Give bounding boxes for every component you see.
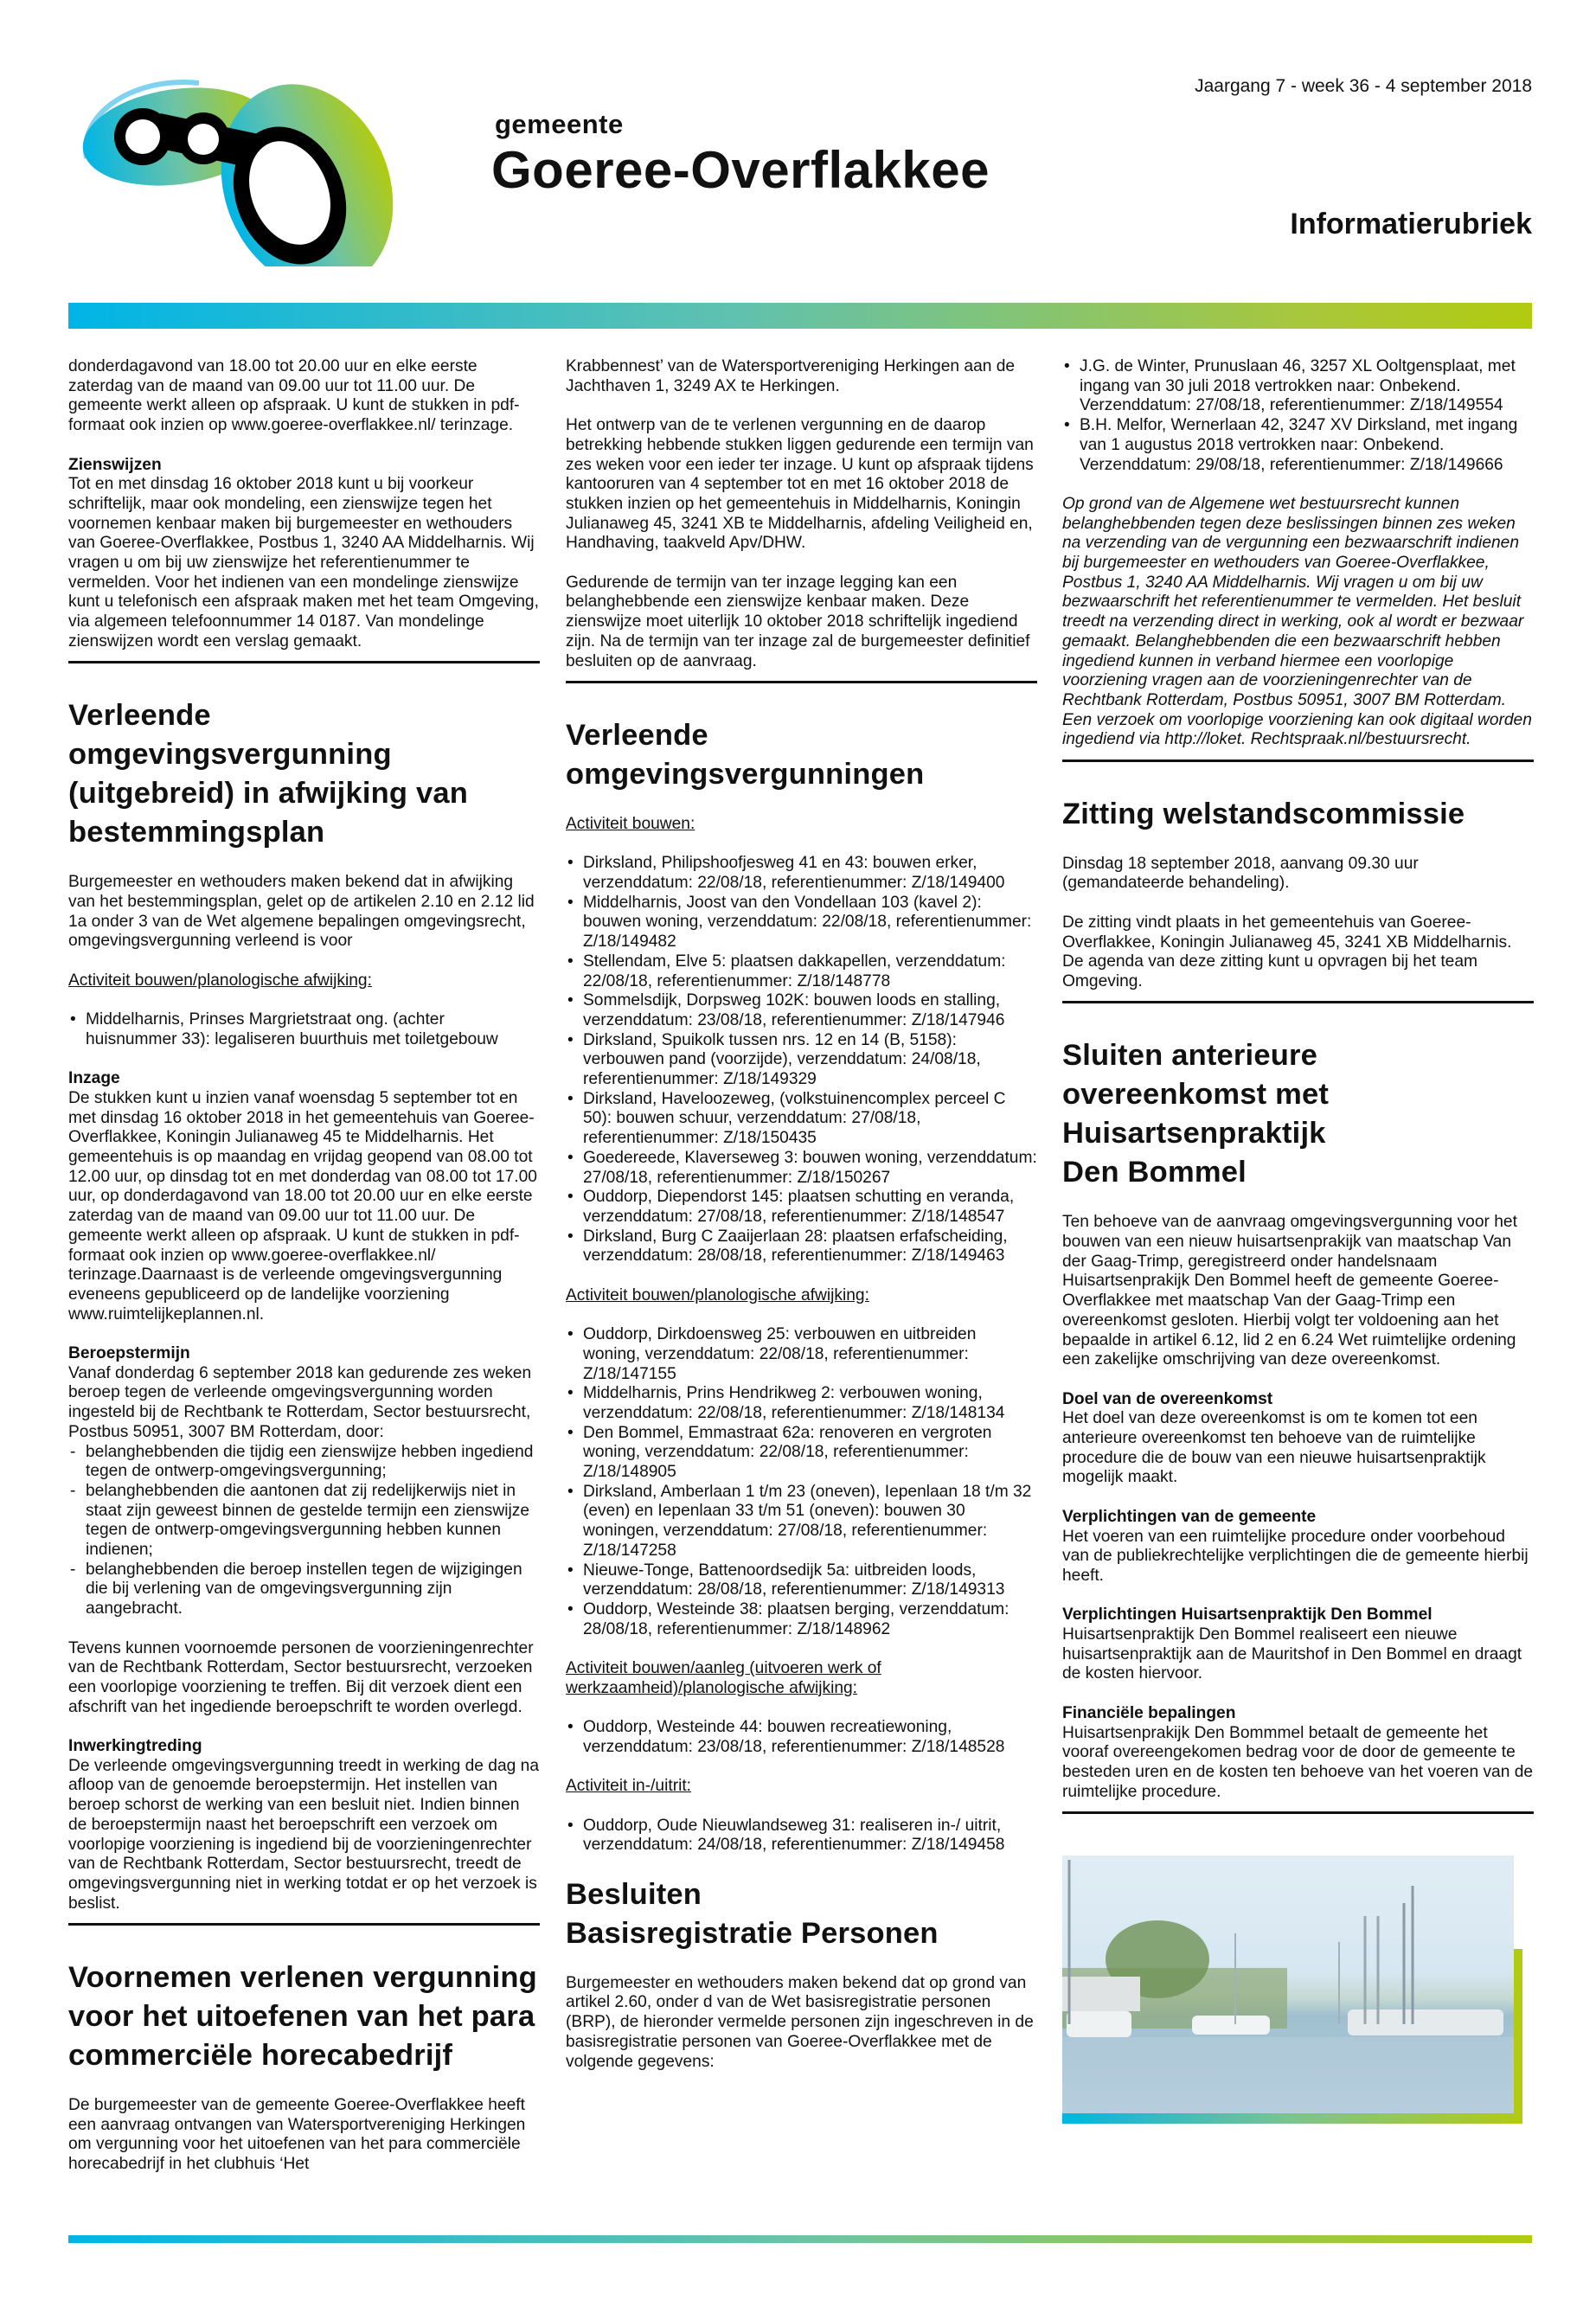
bullet-list — [566, 854, 1037, 1266]
subsection-text: Huisartsenpraktijk Den Bommel realiseert een nieuwe huisartsenpraktijk aan de Mauritshof in Den Bommel en draagt de kosten hiervoor. — [1062, 1625, 1522, 1683]
paragraph: Tevens kunnen voornoemde personen de voorzieningenrechter van de Rechtbank Rotterdam, Sector bestuursrecht, verzoeken een voorlopige voorziening te treffen. Bij dit verzoek dient een afschrift van het ingediende beroepschrift te worden overlegd. — [68, 1638, 534, 1716]
section-divider — [1062, 1811, 1534, 1814]
photo-frame-gradient — [1062, 2113, 1522, 2124]
subsection — [1062, 1508, 1534, 1586]
list-item: • Middelharnis, Prinses Margrietstraat ong. (achter huisnummer 33): legaliseren buurthuis met toiletgebouw — [68, 1010, 540, 1049]
bullet-list — [566, 1817, 1037, 1856]
list-item: • Middelharnis, Joost van den Vondellaan 103 (kavel 2): bouwen woning, verzenddatum: 22/08/18, referentienummer: Z/18/149482 — [566, 894, 1037, 952]
activity-label: Activiteit bouwen/aanleg (uitvoeren werk of werkzaamheid)/planologische afwijking: — [566, 1659, 881, 1697]
section-heading: Besluiten Basisregistratie Personen — [566, 1877, 939, 1950]
column-2 — [566, 357, 1037, 2092]
section-heading: Sluiten anterieure overeenkomst met Huisartsenpraktijk Den Bommel — [1062, 1039, 1330, 1189]
gemeente-logo-icon — [61, 76, 450, 266]
harbor-photo — [1062, 1856, 1522, 2124]
subsection-text: Het doel van deze overeenkomst is om te komen tot een anterieure overeenkomst ten behoeve van de ruimtelijke procedure die de bouw van een nieuwe huisartsenpraktijk mogelijk maakt. — [1062, 1409, 1486, 1487]
subsection-title: Beroepstermijn — [68, 1344, 190, 1363]
activity-label: Activiteit bouwen/planologische afwijking: — [68, 971, 372, 990]
subsection-title: Financiële bepalingen — [1062, 1703, 1236, 1722]
subsection — [1062, 1606, 1534, 1684]
section-heading: Verleende omgevingsvergunning (uitgebreid) in afwijking van bestemmingsplan — [68, 699, 468, 849]
subsection-title: Verplichtingen van de gemeente — [1062, 1507, 1317, 1526]
section-divider — [1062, 1001, 1534, 1003]
subsection-title: Verplichtingen Huisartsenpraktijk Den Bommel — [1062, 1606, 1433, 1625]
paragraph: Ten behoeve van de aanvraag omgevingsvergunning voor het bouwen van een nieuw huisartsenprakijk van maatschap Van der Gaag-Trimp, geregistreerd onder handelsnaam Huisartsenprakijk Den Bommel heeft de gemeente Goeree-Overflakkee met maatschap Van der Gaag-Trimp een overeenkomst gesloten. Hierbij volgt ter voldoening aan het bepaalde in artikel 6.12, lid 2 en 6.24 Wet ruimtelijke ordening een zakelijke omschrijving van deze overeenkomst. — [1062, 1213, 1517, 1369]
issue-info: Jaargang 7 - week 36 - 4 september 2018 — [1195, 76, 1532, 96]
list-item: • B.H. Melfor, Wernerlaan 42, 3247 XV Dirksland, met ingang van 1 augustus 2018 vertrokken naar: Onbekend. Verzenddatum: 29/08/18, referentienummer: Z/18/149666 — [1062, 416, 1534, 475]
subsection-title: Inwerkingtreding — [68, 1737, 202, 1756]
section-heading: Voornemen verlenen vergunning voor het uitoefenen van het para commerciële horecabedrijf — [68, 1961, 537, 2073]
subsection-text: Vanaf donderdag 6 september 2018 kan gedurende zes weken beroep tegen de verleende omgevingsvergunning worden ingesteld bij de Rechtbank te Rotterdam, Sector bestuursrecht, Postbus 50951, 3007 BM Rotterdam, door: — [68, 1363, 532, 1441]
list-item: • Stellendam, Elve 5: plaatsen dakkapellen, verzenddatum: 22/08/18, referentienummer: Z/18/148778 — [566, 952, 1037, 991]
list-item: • Ouddorp, Oude Nieuwlandseweg 31: realiseren in-/ uitrit, verzenddatum: 24/08/18, referentienummer: Z/18/149458 — [566, 1817, 1037, 1856]
section-divider — [1062, 760, 1534, 762]
subsection — [68, 1069, 540, 1324]
subsection-title: Inzage — [68, 1069, 120, 1088]
list-item: - belanghebbenden die beroep instellen tegen de wijzigingen die bij verlening van de omgevingsvergunning zijn aangebracht. — [68, 1561, 540, 1619]
paragraph: Krabbennest’ van de Watersportvereniging Herkingen aan de Jachthaven 1, 3249 AX te Herkingen. — [566, 357, 1016, 395]
list-item: • J.G. de Winter, Prunuslaan 46, 3257 XL Ooltgensplaat, met ingang van 30 juli 2018 vertrokken naar: Onbekend. Verzenddatum: 27/08/18, referentienummer: Z/18/149554 — [1062, 357, 1534, 416]
list-item: • Middelharnis, Prins Hendrikweg 2: verbouwen woning, verzenddatum: 22/08/18, referentienummer: Z/18/148134 — [566, 1384, 1037, 1423]
bullet-list — [1062, 357, 1534, 475]
subsection — [1062, 1704, 1534, 1803]
column-1 — [68, 357, 540, 2195]
list-item: • Dirksland, Haveloozeweg, (volkstuinencomplex perceel C 50): bouwen schuur, verzenddatum: 27/08/18, referentienummer: Z/18/150435 — [566, 1090, 1037, 1149]
bullet-list — [68, 1010, 540, 1049]
section-divider — [68, 661, 540, 663]
column-3 — [1062, 357, 1534, 2124]
activity-label: Activiteit bouwen/planologische afwijking: — [566, 1285, 869, 1304]
subsection — [68, 1737, 540, 1913]
paragraph: Dinsdag 18 september 2018, aanvang 09.30 uur (gemandateerde behandeling). — [1062, 854, 1419, 893]
subsection — [68, 1344, 540, 1443]
subsection-text: De stukken kunt u inzien vanaf woensdag 5 september tot en met dinsdag 16 oktober 2018 in het gemeentehuis van Goeree-Overflakkee, Koningin Julianaweg 45 te Middelharnis. Het gemeentehuis is op maandag en vrijdag geopend van 08.00 tot 12.00 uur, op dinsdag tot en met donderdag van 08.00 tot 17.00 uur, op donderdagavond van 18.00 tot 20.00 uur en elke eerste zaterdag van de maand van 09.00 uur tot 11.00 uur. De gemeente werkt alleen op afspraak. U kunt de stukken in pdf-formaat ook inzien op www.goeree-overflakkee.nl/ terinzage.Daarnaast is de verleende omgevingsvergunning eveneens gepubliceerd op de landelijke voorziening www.ruimtelijkeplannen.nl. — [68, 1088, 537, 1324]
legal-notice-paragraph: Op grond van de Algemene wet bestuursrecht kunnen belanghebbenden tegen deze beslissingen binnen zes weken na verzending van de vergunning een bezwaarschrift indienen bij burgemeester en wethouders van Goeree-Overflakkee, Postbus 1, 3240 AA Middelharnis. Wij vragen u om bij uw bezwaarschrift het referentienummer te vermelden. Het besluit treedt na verzending direct in werking, ook al wordt er bezwaar gemaakt. Belanghebbenden die een bezwaarschrift hebben ingediend kunnen in verband hiermee een voorlopige voorziening vragen aan de voorzieningenrechter van de Rechtbank Rotterdam, Postbus 50951, 3007 BM Rotterdam. Een verzoek om voorlopige voorziening kan ook digitaal worden ingediend via http://loket. Rechtspraak.nl/bestuursrecht. — [1062, 494, 1532, 749]
list-item: • Ouddorp, Westeinde 44: bouwen recreatiewoning, verzenddatum: 23/08/18, referentienummer: Z/18/148528 — [566, 1718, 1037, 1757]
subsection — [1062, 1390, 1534, 1489]
subsection-text: Huisartsenprakijk Den Bommmel betaalt de gemeente het vooraf overeengekomen bedrag voor de door de gemeente te besteden uren en de kosten ten behoeve van het voeren van de ruimtelijke procedure. — [1062, 1723, 1534, 1801]
subsection — [68, 456, 540, 652]
municipality-prefix: gemeente — [495, 109, 624, 139]
section-title: Informatierubriek — [1290, 208, 1532, 240]
list-item: • Dirksland, Amberlaan 1 t/m 23 (oneven), Iepenlaan 18 t/m 32 (even) en Iepenlaan 33 t/m 51 (oneven): bouwen 30 woningen, verzenddatum: 27/08/18, referentienummer: Z/18/147258 — [566, 1483, 1037, 1561]
list-item: • Dirksland, Philipshoofjesweg 41 en 43: bouwen erker, verzenddatum: 22/08/18, referentienummer: Z/18/149400 — [566, 854, 1037, 893]
bullet-list — [566, 1325, 1037, 1639]
paragraph: Burgemeester en wethouders maken bekend dat in afwijking van het bestemmingsplan, gelet op de artikelen 2.10 en 2.12 lid 1a onder 3 van de Wet algemene bepalingen omgevingsrecht, omgevingsvergunning verleend is voor — [68, 873, 535, 951]
paragraph: Burgemeester en wethouders maken bekend dat op grond van artikel 2.60, onder d van de Wet basisregistratie personen (BRP), de hieronder vermelde personen zijn ingeschreven in de basisregistratie personen van Goeree-Overflakkee met de volgende gegevens: — [566, 1973, 1034, 2071]
activity-label: Activiteit in-/uitrit: — [566, 1777, 692, 1796]
footer-gradient-bar — [68, 2235, 1532, 2243]
paragraph: Het ontwerp van de te verlenen vergunning en de daarop betrekking hebbende stukken liggen gedurende een termijn van zes weken voor een ieder ter inzage. U kunt op afspraak tijdens kantooruren van 4 september tot en met 16 oktober 2018 de stukken inzien op het gemeentehuis in Middelharnis, Koningin Julianaweg 45, 3241 XB te Middelharnis, afdeling Veiligheid en, Handhaving, taakveld Apv/DHW. — [566, 416, 1034, 553]
list-item: • Dirksland, Spuikolk tussen nrs. 12 en 14 (B, 5158): verbouwen pand (voorzijde), verzenddatum: 24/08/18, referentienummer: Z/18/149329 — [566, 1031, 1037, 1090]
section-heading: Verleende omgevingsvergunningen — [566, 718, 925, 791]
list-item: • Ouddorp, Westeinde 38: plaatsen berging, verzenddatum: 28/08/18, referentienummer: Z/18/148962 — [566, 1600, 1037, 1639]
paragraph: De zitting vindt plaats in het gemeentehuis van Goeree-Overflakkee, Koningin Julianaweg 45, 3241 XB Middelharnis. De agenda van deze zitting kunt u opvragen bij het team Omgeving. — [1062, 913, 1512, 990]
section-heading: Zitting welstandscommissie — [1062, 797, 1465, 830]
subsection-text: Tot en met dinsdag 16 oktober 2018 kunt u bij voorkeur schriftelijk, maar ook mondeling, een zienswijze tegen het voornemen kenbaar maken bij burgemeester en wethouders van Goeree-Overflakkee, Postbus 1, 3240 AA Middelharnis. Wij vragen u om bij uw zienswijze het referentienummer te vermelden. Voor het indienen van een mondelinge zienswijze kunt u telefonisch een afspraak maken met het team Omgeving, via algemeen telefoonnummer 14 0187. Van mondelinge zienswijzen wordt een verslag gemaakt. — [68, 475, 539, 651]
subsection-title: Zienswijzen — [68, 455, 162, 474]
subsection-title: Doel van de overeenkomst — [1062, 1389, 1273, 1408]
section-divider — [566, 681, 1037, 683]
paragraph: donderdagavond van 18.00 tot 20.00 uur en elke eerste zaterdag van de maand van 09.00 uur tot 11.00 uur. De gemeente werkt alleen op afspraak. U kunt de stukken in pdf-formaat ook inzien op www.goeree-overflakkee.nl/ terinzage. — [68, 357, 520, 435]
list-item: • Den Bommel, Emmastraat 62a: renoveren en vergroten woning, verzenddatum: 22/08/18, referentienummer: Z/18/148905 — [566, 1424, 1037, 1483]
section-divider — [68, 1923, 540, 1926]
bullet-list — [566, 1718, 1037, 1757]
harbor-photo-image — [1062, 1856, 1514, 2115]
activity-label: Activiteit bouwen: — [566, 814, 695, 833]
list-item: • Nieuwe-Tonge, Battenoordsedijk 5a: uitbreiden loods, verzenddatum: 28/08/18, referentienummer: Z/18/149313 — [566, 1561, 1037, 1600]
subsection-text: De verleende omgevingsvergunning treedt in werking de dag na afloop van de genoemde beroepstermijn. Het instellen van beroep schorst de werking van een besluit niet. Indien binnen de beroepstermijn naast het beroepschrift een verzoek om voorlopige voorziening is ingediend bij de voorzieningenrechter van de Rechtbank Rotterdam, Sector bestuursrecht, treedt de omgevingsvergunning niet in werking totdat er op het verzoek is beslist. — [68, 1756, 539, 1913]
paragraph: De burgemeester van de gemeente Goeree-Overflakkee heeft een aanvraag ontvangen van Watersportvereniging Herkingen om vergunning voor het uitoefenen van het para commerciële horecabedrijf in het clubhuis ‘Het — [68, 2096, 526, 2174]
list-item: • Goedereede, Klaverseweg 3: bouwen woning, verzenddatum: 27/08/18, referentienummer: Z/18/150267 — [566, 1149, 1037, 1188]
paragraph: Gedurende de termijn van ter inzage legging kan een belanghebbende een zienswijze kenbaar maken. Deze zienswijze moet uiterlijk 10 oktober 2018 schriftelijk ingediend zijn. Na de termijn van ter inzage zal de burgemeester definitief besluiten op de aanvraag. — [566, 573, 1030, 670]
municipality-name: Goeree-Overflakkee — [491, 141, 990, 199]
dash-list — [68, 1443, 540, 1619]
subsection-text: Het voeren van een ruimtelijke procedure onder voorbehoud van de publiekrechtelijke verplichtingen die de gemeente hierbij heeft. — [1062, 1527, 1529, 1585]
list-item: • Dirksland, Burg C Zaaijerlaan 28: plaatsen erfafscheiding, verzenddatum: 28/08/18, referentienummer: Z/18/149463 — [566, 1227, 1037, 1266]
photo-frame-accent — [1514, 1949, 1522, 2124]
header-gradient-bar — [68, 303, 1532, 329]
list-item: - belanghebbenden die tijdig een zienswijze hebben ingediend tegen de ontwerp-omgevingsvergunning; — [68, 1443, 540, 1482]
list-item: - belanghebbenden die aantonen dat zij redelijkerwijs niet in staat zijn geweest binnen de gestelde termijn een zienswijze tegen de ontwerp-omgevingsvergunning hebben kunnen indienen; — [68, 1482, 540, 1561]
list-item: • Sommelsdijk, Dorpsweg 102K: bouwen loods en stalling, verzenddatum: 23/08/18, referentienummer: Z/18/147946 — [566, 991, 1037, 1030]
list-item: • Ouddorp, Dirkdoensweg 25: verbouwen en uitbreiden woning, verzenddatum: 22/08/18, referentienummer: Z/18/147155 — [566, 1325, 1037, 1384]
list-item: • Ouddorp, Diependorst 145: plaatsen schutting en veranda, verzenddatum: 27/08/18, referentienummer: Z/18/148547 — [566, 1188, 1037, 1227]
